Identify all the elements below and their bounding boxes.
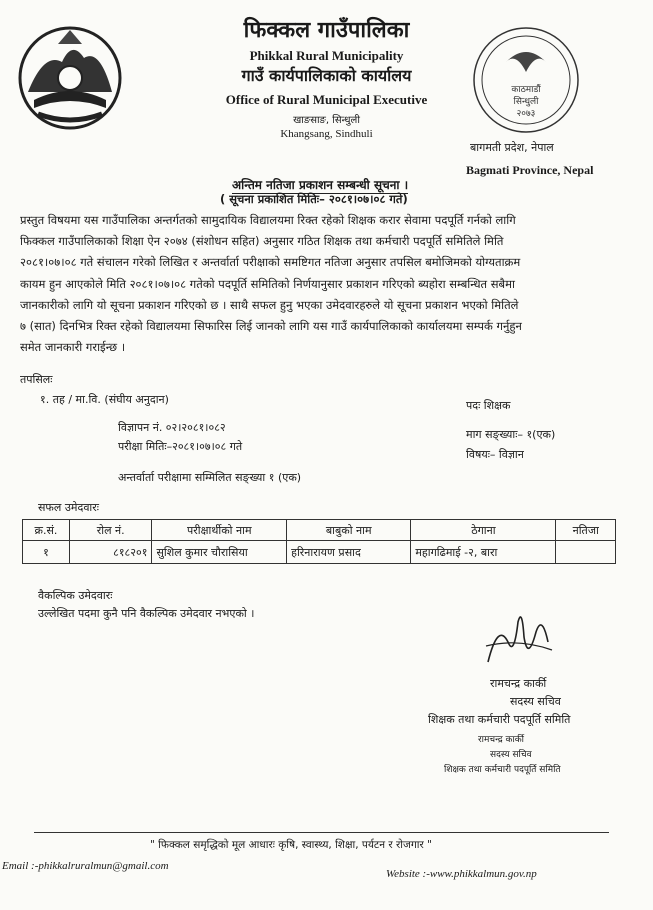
exam-date: परीक्षा मितिः–२०८१।०७।०८ गते (118, 440, 243, 453)
svg-text:सिन्धुली: सिन्धुली (513, 97, 539, 107)
results-table (22, 519, 616, 564)
footer-divider (34, 832, 609, 833)
notice-body (20, 210, 632, 358)
col-header: नतिजा (556, 520, 616, 541)
body-line: २०८१।०७।०८ गते संचालन गरेको लिखित र अन्तर्वार्ता परीक्षाको समष्टिगत नतिजा अनुसार तपसिल बमोजिमको योग्यताक्रम (20, 255, 521, 270)
stamp-name: रामचन्द्र कार्की (478, 735, 525, 745)
alternates-text: उल्लेखित पदमा कुनै पनि वैकल्पिक उमेदवार नभएको । (38, 607, 255, 620)
table-cell: सुशिल कुमार चौरासिया (152, 541, 287, 564)
table-header-row (23, 520, 616, 541)
table-cell: १ (23, 541, 70, 564)
post-label: पदः शिक्षक (466, 399, 511, 412)
col-header: ठेगाना (411, 520, 556, 541)
place-np: खाङसाङ, सिन्धुली (293, 115, 360, 126)
tapasil-label: तपसिलः (20, 373, 53, 386)
signatory-committee: शिक्षक तथा कर्मचारी पदपूर्ति समिति (428, 713, 571, 726)
municipality-name-np: फिक्कल गाउँपालिका (243, 18, 410, 43)
table-cell: महागढिमाई -२, बारा (411, 541, 556, 564)
body-line: फिक्कल गाउँपालिकाको शिक्षा ऐन २०७४ (संशोधन सहित) अनुसार गठित शिक्षक तथा कर्मचारी पदपूर्ति समितिले मिति (20, 234, 504, 249)
body-line: जानकारीको लागि यो सूचना प्रकाशन गरिएको छ । साथै सफल हुनु भएका उमेदवारहरुले यो सूचना प्रकाशन भएको मितिले (20, 297, 519, 312)
signatory-name: रामचन्द्र कार्की (490, 677, 547, 690)
col-header: रोल नं. (69, 520, 151, 541)
body-line: प्रस्तुत विषयमा यस गाउँपालिका अन्तर्गतको सामुदायिक विद्यालयमा रिक्त रहेको शिक्षक करार सेवामा पदपूर्ति गर्नको लागि (20, 213, 516, 227)
municipality-name-en: Phikkal Rural Municipality (249, 48, 404, 63)
footer-website: Website :-www.phikkalmun.gov.np (386, 868, 537, 880)
ad-number: विज्ञापन नं. ०२।२०८१।०८२ (118, 421, 226, 434)
col-header: बाबुको नाम (287, 520, 411, 541)
notice-title: अन्तिम नतिजा प्रकाशन सम्बन्धी सूचना । (232, 178, 409, 192)
alternates-heading: वैकल्पिक उमेदवारः (38, 589, 113, 602)
signature-icon (478, 602, 558, 672)
body-line: ७ (सात) दिनभित्र रिक्त रहेको विद्यालयमा सिफारिस लिई जानको लागि यस गाउँ कार्यपालिकाको कार्यालयमा सम्पर्क गर्नुहुन (20, 319, 522, 334)
successful-heading: सफल उमेदवारः (38, 501, 100, 514)
table-cell (556, 541, 616, 564)
table-cell: ८१८२०१ (69, 541, 151, 564)
place-en: Khangsang, Sindhuli (280, 128, 373, 140)
office-name-np: गाउँ कार्यपालिकाको कार्यालय (241, 66, 412, 85)
notice-published-date: ( सूचना प्रकाशित मितिः– २०८१।०७।०८ गते) (220, 192, 408, 206)
svg-text:काठमाडौं: काठमाडौं (511, 85, 541, 95)
table-row (23, 541, 616, 564)
province-en: Bagmati Province, Nepal (466, 163, 594, 177)
col-header: परीक्षार्थीको नाम (152, 520, 287, 541)
office-name-en: Office of Rural Municipal Executive (225, 92, 428, 107)
level-label: १. तह / मा.वि. (संघीय अनुदान) (40, 393, 169, 406)
stamp-role: सदस्य सचिव (490, 750, 532, 760)
interview-count: अन्तर्वार्ता परीक्षामा सम्मिलित सङ्ख्या १ (एक) (118, 471, 302, 484)
col-header: क्र.सं. (23, 520, 70, 541)
subject-label: विषयः– विज्ञान (466, 448, 524, 461)
demand-count: माग सङ्ख्याः– १(एक) (466, 428, 556, 441)
svg-text:२०७३: २०७३ (516, 109, 536, 119)
footer-slogan: " फिक्कल समृद्धिको मूल आधारः कृषि, स्वास्थ्य, शिक्षा, पर्यटन र रोजगार " (150, 839, 432, 851)
province-np: बागमती प्रदेश, नेपाल (470, 141, 554, 154)
body-line: कायम हुन आएकोले मिति २०८१।०७।०८ गतेको पदपूर्ति समितिको निर्णयानुसार प्रकाशन गरिएको ब्यहोरा सम्बन्धित सबैमा (20, 276, 515, 291)
body-line: समेत जानकारी गराईन्छ । (20, 340, 126, 355)
table-cell: हरिनारायण प्रसाद (287, 541, 411, 564)
stamp-committee: शिक्षक तथा कर्मचारी पदपूर्ति समिति (444, 765, 561, 775)
office-seal-icon (466, 22, 586, 142)
signatory-role: सदस्य सचिव (510, 695, 561, 708)
footer-email: Email :-phikkalruralmun@gmail.com (2, 860, 169, 872)
